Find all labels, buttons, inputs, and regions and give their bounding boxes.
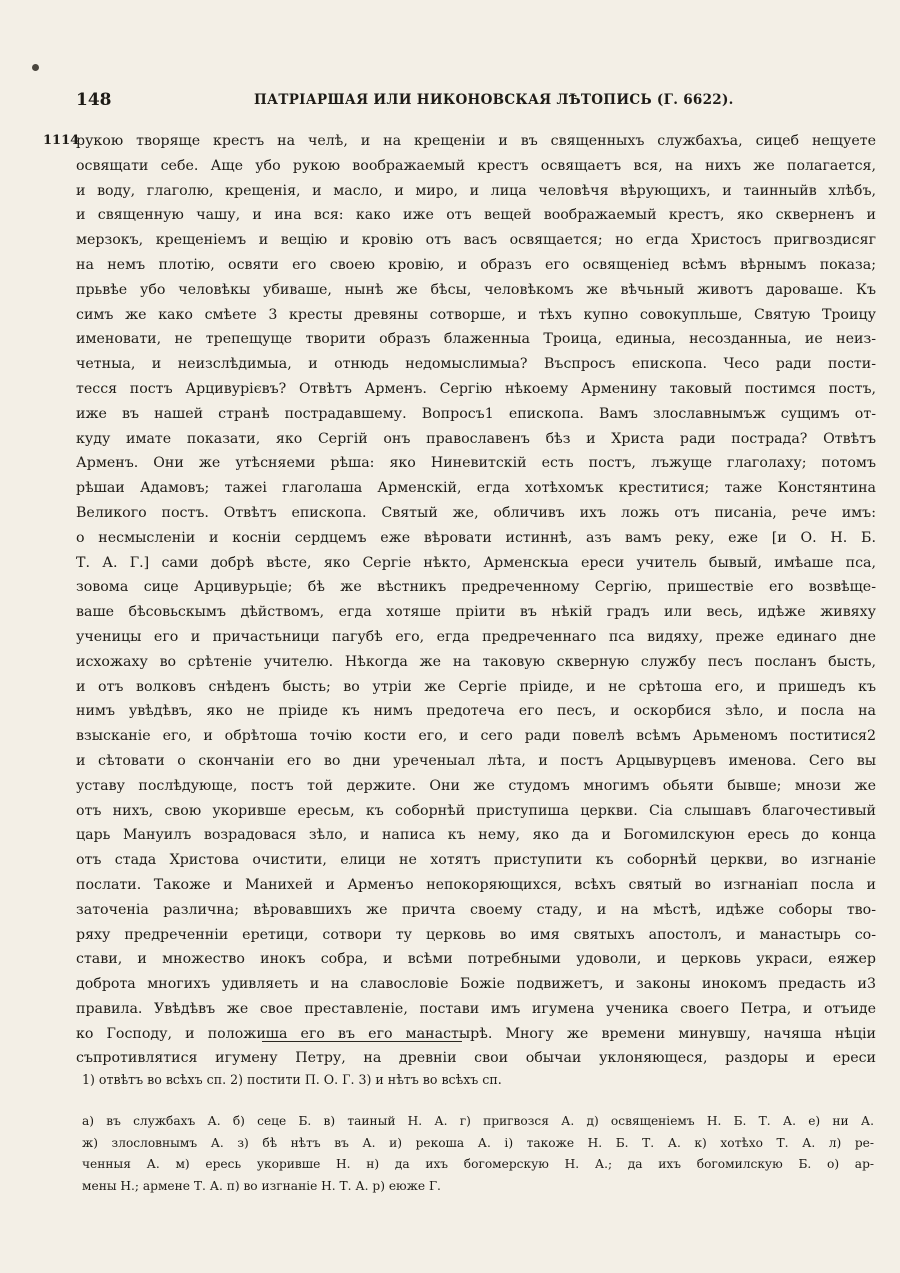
text-line: ряху предреченніи еретици, сотвори ту церковь во имя святыхъ апостолъ, и манастырь со- <box>76 926 876 943</box>
text-line: и отъ волковъ снѣденъ бысть; во утріи же Сергіе пріиде, и не срѣтоша его, и пришедъ къ <box>76 678 876 695</box>
text-line: Великого постъ. Отвѣтъ епископа. Святый же, обличивъ ихъ ложь отъ писаніа, рече имъ: <box>76 504 876 521</box>
text-line: симъ же како смѣете 3 кресты древяны сотворше, и тѣхъ купно совокупльше, Святую Троицу <box>76 306 876 323</box>
numbered-footnotes <box>82 1071 872 1089</box>
text-line: взысканіе его, и обрѣтоша точію кости его, и сего ради повелѣ всѣмъ Арьменомъ поститися2 <box>76 728 876 745</box>
footnote-rule <box>262 1041 462 1042</box>
ink-spot <box>32 64 39 71</box>
text-line: исхожаху во срѣтеніе учителю. Нѣкогда же на таковую скверную службу песъ посланъ бысть, <box>76 653 876 670</box>
text-line: и воду, глаголю, крещенія, и масло, и миро, и лица человѣчя вѣрующихъ, и таинныйв хлѣбъ, <box>76 182 876 199</box>
variant-readings <box>82 1111 874 1197</box>
text-line: рѣшаи Адамовъ; тажеі глаголаша Арменскій, егда хотѣхомък креститися; таже Констянтина <box>76 480 876 497</box>
text-line: ученицы его и причастьници пагубѣ его, егда предреченнаго пса видяху, преже единаго дне <box>76 628 876 645</box>
text-line: и сѣтовати о скончаніи его во дни уреченыал лѣта, и постъ Арцывурцевъ именова. Сего вы <box>76 752 876 769</box>
text-line: рукою творяще крестъ на челѣ, и на крещеніи и въ священныхъ службахъа, сицеб нещуете <box>76 133 876 149</box>
text-line: четныа, и неизслѣдимыа, и отнюдь недомыслимыа? Въспросъ епископа. Чесо ради пости- <box>76 356 876 373</box>
variant-line: ж) злословнымъ А. з) бѣ нѣтъ въ А. и) рекоша А. і) такоже Н. Б. Т. А. к) хотѣхо Т. А. л) ре- <box>82 1135 874 1150</box>
text-line: ваше бѣсовьскымъ дѣйствомъ, егда хотяше пріити въ нѣкій градъ или весь, идѣже живяху <box>76 604 876 621</box>
text-line: освящати себе. Аще убо рукою воображаемый крестъ освящаетъ вся, на нихъ же полагается, <box>76 157 876 174</box>
text-line: зовома сице Арцивурьціе; бѣ же вѣстникъ предреченному Сергію, пришествіе его возвѣще- <box>76 579 876 596</box>
text-line: прьвѣе убо человѣкы убиваше, нынѣ же бѣсы, человѣкомъ же вѣчьный животъ дароваше. Къ <box>76 281 876 298</box>
text-line: уставу послѣдующе, постъ той держите. Они же студомъ многимъ обьяти бывше; мнози же <box>76 777 876 794</box>
text-line: нимъ увѣдѣвъ, яко не пріиде къ нимъ предотеча его песъ, и оскорбися зѣло, и посла на <box>76 703 876 720</box>
variant-line: а) въ службахъ А. б) сеце Б. в) таиный Н. А. г) пригвозся А. д) освященіемъ Н. Б. Т. А. е) ни А. <box>82 1114 874 1128</box>
text-line: отъ нихъ, свою укоривше ересьм, къ соборнѣй приступиша церкви. Сіа слышавъ благочестивый <box>76 802 876 819</box>
text-line: тесся постъ Арцивурієвъ? Отвѣтъ Арменъ. Сергію нѣкоему Арменину таковый постимся постъ, <box>76 380 876 397</box>
text-line: доброта многихъ удивляеть и на славословіе Божіе подвижетъ, и законы инокомъ предасть и3 <box>76 976 876 993</box>
text-line: съпротивлятися игумену Петру, на древніи свои обычаи уклоняющеся, раздоры и ереси <box>76 1050 876 1067</box>
text-line: отъ стада Христова очистити, елици не хотятъ приступити къ соборнѣй церкви, во изгнаніе <box>76 852 876 869</box>
chronicle-text <box>43 129 876 1071</box>
text-lines <box>76 129 876 1071</box>
text-line: именовати, не трепещуще творити образъ блаженныа Троица, единыа, несозданныа, ие неиз- <box>76 331 876 348</box>
text-line: на немъ плотію, освяти его своею кровію, и образъ его освященіед всѣмъ вѣрнымъ показа; <box>76 256 876 273</box>
text-line: стави, и множество инокъ собра, и всѣми потребными удоволи, и церковь украси, еяжер <box>76 951 876 968</box>
page-number: 148 <box>76 90 112 110</box>
text-line: куду имате показати, яко Сергій онъ православенъ бѣз и Христа ради пострада? Отвѣтъ <box>76 430 876 447</box>
running-title: ПАТРІАРШАЯ ИЛИ НИКОНОВСКАЯ ЛѢТОПИСЬ (Г. 6622). <box>254 92 734 108</box>
margin-year: 1114 <box>43 133 80 148</box>
text-line: царь Мануилъ возрадовася зѣло, и написа къ нему, яко да и Богомилскуюн ересь до конца <box>76 827 876 844</box>
footnote-line: 1) отвѣтъ во всѣхъ сп. 2) постити П. О. Г. 3) и нѣтъ во всѣхъ сп. <box>82 1072 502 1087</box>
text-line: о несмысленіи и косніи сердцемъ еже вѣровати истиннѣ, азъ вамъ реку, еже [и О. Н. Б. <box>76 529 876 546</box>
text-line: и священную чашу, и ина вся: како иже отъ вещей воображаемый крестъ, яко скверненъ и <box>76 207 876 224</box>
text-line: заточеніа различна; вѣровавшихъ же причта своему стаду, и на мѣстѣ, идѣже соборы тво- <box>76 901 876 918</box>
variant-line: ченныя А. м) ересь укоривше Н. н) да ихъ богомерскую Н. А.; да ихъ богомилскую Б. о) ар- <box>82 1157 874 1172</box>
text-line: правила. Увѣдѣвъ же свое преставленіе, постави имъ игумена ученика своего Петра, и отъиде <box>76 1000 876 1017</box>
variant-line: мены Н.; армене Т. А. п) во изгнаніе Н. Т. А. р) еюже Г. <box>82 1178 441 1193</box>
text-line: Арменъ. Они же утѣсняеми рѣша: яко Ниневитскій есть постъ, лъжуще глаголаху; потомъ <box>76 455 876 472</box>
text-line: мерзокъ, крещеніемъ и вещію и кровію отъ васъ освящается; но егда Христосъ пригвоздисяг <box>76 232 876 249</box>
text-line: иже въ нашей странѣ пострадавшему. Вопросъ1 епископа. Вамъ злославнымъж сущимъ от- <box>76 405 876 422</box>
text-line: ко Господу, и положиша его въ его манастырѣ. Многу же времени минувшу, начяша нѣціи <box>76 1025 876 1042</box>
text-line: Т. А. Г.] сами добрѣ вѣсте, яко Сергіе нѣкто, Арменскыа ереси учитель бывый, имѣаше пса, <box>76 554 876 571</box>
page-header <box>0 90 900 114</box>
text-line: послати. Такоже и Манихей и Арменъо непокоряющихся, всѣхъ святый во изгнаніап посла и <box>76 876 876 893</box>
